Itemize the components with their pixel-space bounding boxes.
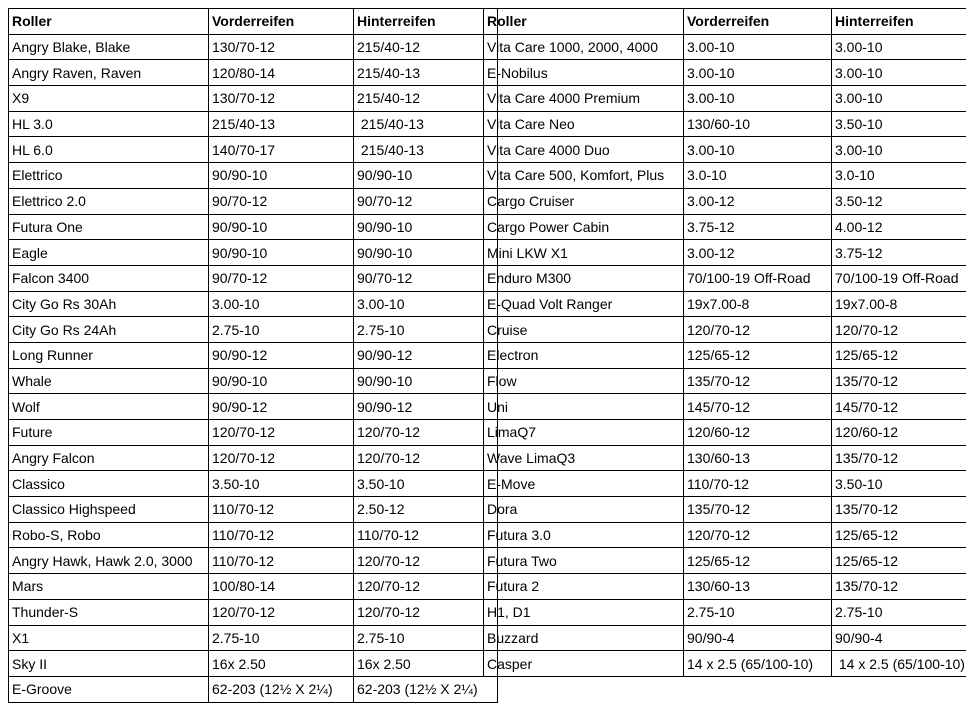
table-row — [9, 188, 498, 214]
vorderreifen-cell: 2.75-10 — [684, 599, 832, 625]
hinterreifen-cell: 145/70-12 — [832, 394, 966, 420]
table-row — [484, 599, 966, 625]
roller-cell: Uni — [484, 394, 684, 420]
hinterreifen-cell: 3.50-12 — [832, 188, 966, 214]
table-row — [484, 420, 966, 446]
column-header-hinterreifen: Hinterreifen — [354, 9, 498, 35]
hinterreifen-cell: 3.00-10 — [832, 34, 966, 60]
roller-cell: Futura Two — [484, 548, 684, 574]
table-row — [484, 548, 966, 574]
hinterreifen-cell: 2.75-10 — [832, 599, 966, 625]
vorderreifen-cell: 90/90-10 — [209, 163, 354, 189]
roller-cell: Eagle — [9, 240, 209, 266]
hinterreifen-cell: 215/40-13 — [354, 60, 498, 86]
vorderreifen-cell: 140/70-17 — [209, 137, 354, 163]
hinterreifen-cell: 215/40-13 — [354, 137, 498, 163]
table-row — [484, 368, 966, 394]
hinterreifen-cell: 70/100-19 Off-Road — [832, 265, 966, 291]
roller-cell: Angry Raven, Raven — [9, 60, 209, 86]
vorderreifen-cell: 110/70-12 — [684, 471, 832, 497]
vorderreifen-cell: 90/90-12 — [209, 342, 354, 368]
table-row — [9, 163, 498, 189]
roller-cell: Angry Falcon — [9, 445, 209, 471]
hinterreifen-cell: 125/65-12 — [832, 342, 966, 368]
header-row — [9, 9, 498, 35]
vorderreifen-cell: 3.00-10 — [684, 86, 832, 112]
table-row — [484, 34, 966, 60]
vorderreifen-cell: 90/90-10 — [209, 368, 354, 394]
vorderreifen-cell: 120/70-12 — [209, 445, 354, 471]
table-row — [484, 163, 966, 189]
roller-cell: City Go Rs 30Ah — [9, 291, 209, 317]
roller-cell: HL 3.0 — [9, 111, 209, 137]
table-row — [9, 522, 498, 548]
hinterreifen-cell: 215/40-13 — [354, 111, 498, 137]
roller-cell: Futura 3.0 — [484, 522, 684, 548]
vorderreifen-cell: 120/60-12 — [684, 420, 832, 446]
roller-cell: Angry Hawk, Hawk 2.0, 3000 — [9, 548, 209, 574]
table-row — [484, 445, 966, 471]
vorderreifen-cell: 19x7.00-8 — [684, 291, 832, 317]
table-row — [484, 625, 966, 651]
hinterreifen-cell: 3.0-10 — [832, 163, 966, 189]
vorderreifen-cell: 70/100-19 Off-Road — [684, 265, 832, 291]
column-header-roller: Roller — [484, 9, 684, 35]
hinterreifen-cell: 3.75-12 — [832, 240, 966, 266]
vorderreifen-cell: 125/65-12 — [684, 342, 832, 368]
table-row — [484, 317, 966, 343]
vorderreifen-cell: 120/70-12 — [209, 420, 354, 446]
hinterreifen-cell: 90/90-10 — [354, 214, 498, 240]
column-header-roller: Roller — [9, 9, 209, 35]
roller-cell: HL 6.0 — [9, 137, 209, 163]
vorderreifen-cell: 3.75-12 — [684, 214, 832, 240]
hinterreifen-cell: 90/70-12 — [354, 265, 498, 291]
roller-cell: Cruise — [484, 317, 684, 343]
table-row — [484, 188, 966, 214]
hinterreifen-cell: 125/65-12 — [832, 522, 966, 548]
roller-cell: Vita Care 4000 Premium — [484, 86, 684, 112]
vorderreifen-cell: 3.00-12 — [684, 240, 832, 266]
table-row — [9, 60, 498, 86]
table-row — [9, 214, 498, 240]
table-row — [9, 548, 498, 574]
vorderreifen-cell: 100/80-14 — [209, 574, 354, 600]
roller-cell: Thunder-S — [9, 599, 209, 625]
hinterreifen-cell: 90/90-12 — [354, 394, 498, 420]
vorderreifen-cell: 130/70-12 — [209, 86, 354, 112]
roller-cell: Long Runner — [9, 342, 209, 368]
table-row — [9, 471, 498, 497]
hinterreifen-cell: 3.50-10 — [832, 111, 966, 137]
vorderreifen-cell: 145/70-12 — [684, 394, 832, 420]
roller-cell: Wave LimaQ3 — [484, 445, 684, 471]
hinterreifen-cell: 14 x 2.5 (65/100-10) — [832, 651, 966, 677]
roller-cell: E-Groove — [9, 676, 209, 702]
vorderreifen-cell: 110/70-12 — [209, 548, 354, 574]
roller-cell: Robo-S, Robo — [9, 522, 209, 548]
vorderreifen-cell: 130/60-13 — [684, 445, 832, 471]
table-row — [9, 445, 498, 471]
hinterreifen-cell: 90/90-10 — [354, 368, 498, 394]
roller-cell: Elettrico — [9, 163, 209, 189]
column-header-hinterreifen: Hinterreifen — [832, 9, 966, 35]
table-row — [9, 368, 498, 394]
table-row — [484, 471, 966, 497]
vorderreifen-cell: 3.0-10 — [684, 163, 832, 189]
hinterreifen-cell: 125/65-12 — [832, 548, 966, 574]
roller-cell: Vita Care 4000 Duo — [484, 137, 684, 163]
table-row — [9, 625, 498, 651]
vorderreifen-cell: 215/40-13 — [209, 111, 354, 137]
vorderreifen-cell: 120/70-12 — [684, 317, 832, 343]
roller-cell: Sky II — [9, 651, 209, 677]
roller-cell: Vita Care 500, Komfort, Plus — [484, 163, 684, 189]
hinterreifen-cell: 120/70-12 — [354, 548, 498, 574]
vorderreifen-cell: 3.00-10 — [684, 137, 832, 163]
vorderreifen-cell: 16x 2.50 — [209, 651, 354, 677]
hinterreifen-cell: 2.75-10 — [354, 625, 498, 651]
table-row — [9, 574, 498, 600]
table-row — [484, 111, 966, 137]
table-row — [9, 420, 498, 446]
vorderreifen-cell: 90/70-12 — [209, 188, 354, 214]
hinterreifen-cell: 90/70-12 — [354, 188, 498, 214]
vorderreifen-cell: 2.75-10 — [209, 317, 354, 343]
roller-cell: Cargo Cruiser — [484, 188, 684, 214]
vorderreifen-cell: 130/60-10 — [684, 111, 832, 137]
roller-cell: Mini LKW X1 — [484, 240, 684, 266]
hinterreifen-cell: 90/90-4 — [832, 625, 966, 651]
roller-cell: Electron — [484, 342, 684, 368]
hinterreifen-cell: 4.00-12 — [832, 214, 966, 240]
roller-cell: Mars — [9, 574, 209, 600]
hinterreifen-cell: 120/70-12 — [354, 574, 498, 600]
roller-cell: Future — [9, 420, 209, 446]
column-header-vorderreifen: Vorderreifen — [209, 9, 354, 35]
hinterreifen-cell: 120/70-12 — [354, 445, 498, 471]
header-row — [484, 9, 966, 35]
vorderreifen-cell: 130/60-13 — [684, 574, 832, 600]
hinterreifen-cell: 135/70-12 — [832, 368, 966, 394]
table-row — [9, 342, 498, 368]
roller-cell: E-Move — [484, 471, 684, 497]
vorderreifen-cell: 3.00-10 — [684, 60, 832, 86]
vorderreifen-cell: 130/70-12 — [209, 34, 354, 60]
table-row — [484, 342, 966, 368]
hinterreifen-cell: 2.75-10 — [354, 317, 498, 343]
hinterreifen-cell: 90/90-10 — [354, 163, 498, 189]
hinterreifen-cell: 3.00-10 — [832, 60, 966, 86]
hinterreifen-cell: 215/40-12 — [354, 86, 498, 112]
table-row — [9, 291, 498, 317]
roller-cell: LimaQ7 — [484, 420, 684, 446]
vorderreifen-cell: 3.00-12 — [684, 188, 832, 214]
table-row — [484, 240, 966, 266]
hinterreifen-cell: 135/70-12 — [832, 497, 966, 523]
hinterreifen-cell: 120/70-12 — [832, 317, 966, 343]
hinterreifen-cell: 3.50-10 — [832, 471, 966, 497]
roller-cell: E-Quad Volt Ranger — [484, 291, 684, 317]
table-row — [484, 60, 966, 86]
hinterreifen-cell: 215/40-12 — [354, 34, 498, 60]
table-row — [9, 651, 498, 677]
roller-cell: Cargo Power Cabin — [484, 214, 684, 240]
roller-cell: Futura 2 — [484, 574, 684, 600]
vorderreifen-cell: 14 x 2.5 (65/100-10) — [684, 651, 832, 677]
vorderreifen-cell: 135/70-12 — [684, 368, 832, 394]
roller-cell: Futura One — [9, 214, 209, 240]
hinterreifen-cell: 120/60-12 — [832, 420, 966, 446]
roller-cell: Dora — [484, 497, 684, 523]
hinterreifen-cell: 120/70-12 — [354, 599, 498, 625]
table-row — [9, 111, 498, 137]
table-row — [484, 522, 966, 548]
hinterreifen-cell: 135/70-12 — [832, 574, 966, 600]
vorderreifen-cell: 3.00-10 — [684, 34, 832, 60]
roller-cell: Whale — [9, 368, 209, 394]
hinterreifen-cell: 3.00-10 — [354, 291, 498, 317]
hinterreifen-cell: 19x7.00-8 — [832, 291, 966, 317]
table-row — [9, 137, 498, 163]
vorderreifen-cell: 90/90-12 — [209, 394, 354, 420]
roller-cell: Enduro M300 — [484, 265, 684, 291]
roller-cell: Wolf — [9, 394, 209, 420]
table-row — [9, 86, 498, 112]
hinterreifen-cell: 3.50-10 — [354, 471, 498, 497]
roller-cell: Falcon 3400 — [9, 265, 209, 291]
roller-cell: Flow — [484, 368, 684, 394]
vorderreifen-cell: 90/90-4 — [684, 625, 832, 651]
vorderreifen-cell: 2.75-10 — [209, 625, 354, 651]
vorderreifen-cell: 125/65-12 — [684, 548, 832, 574]
table-row — [9, 317, 498, 343]
vorderreifen-cell: 120/70-12 — [209, 599, 354, 625]
table-row — [484, 86, 966, 112]
roller-cell: Vita Care Neo — [484, 111, 684, 137]
table-row — [484, 394, 966, 420]
tire-size-table-right — [483, 8, 966, 677]
table-row — [484, 214, 966, 240]
vorderreifen-cell: 135/70-12 — [684, 497, 832, 523]
hinterreifen-cell: 90/90-12 — [354, 342, 498, 368]
table-row — [9, 34, 498, 60]
column-header-vorderreifen: Vorderreifen — [684, 9, 832, 35]
vorderreifen-cell: 3.50-10 — [209, 471, 354, 497]
hinterreifen-cell: 16x 2.50 — [354, 651, 498, 677]
vorderreifen-cell: 90/90-10 — [209, 240, 354, 266]
vorderreifen-cell: 90/70-12 — [209, 265, 354, 291]
table-row — [9, 676, 498, 702]
roller-cell: H1, D1 — [484, 599, 684, 625]
roller-cell: Casper — [484, 651, 684, 677]
vorderreifen-cell: 110/70-12 — [209, 522, 354, 548]
table-row — [9, 240, 498, 266]
roller-cell: X9 — [9, 86, 209, 112]
vorderreifen-cell: 110/70-12 — [209, 497, 354, 523]
vorderreifen-cell: 120/80-14 — [209, 60, 354, 86]
hinterreifen-cell: 110/70-12 — [354, 522, 498, 548]
hinterreifen-cell: 62-203 (12½ X 2¼) — [354, 676, 498, 702]
hinterreifen-cell: 3.00-10 — [832, 137, 966, 163]
table-row — [484, 574, 966, 600]
vorderreifen-cell: 3.00-10 — [209, 291, 354, 317]
table-row — [9, 265, 498, 291]
vorderreifen-cell: 62-203 (12½ X 2¼) — [209, 676, 354, 702]
table-row — [484, 651, 966, 677]
vorderreifen-cell: 90/90-10 — [209, 214, 354, 240]
hinterreifen-cell: 120/70-12 — [354, 420, 498, 446]
roller-cell: Angry Blake, Blake — [9, 34, 209, 60]
tire-size-table-left — [8, 8, 498, 703]
hinterreifen-cell: 135/70-12 — [832, 445, 966, 471]
hinterreifen-cell: 90/90-10 — [354, 240, 498, 266]
roller-cell: Classico Highspeed — [9, 497, 209, 523]
table-row — [9, 599, 498, 625]
roller-cell: Elettrico 2.0 — [9, 188, 209, 214]
table-row — [484, 291, 966, 317]
table-row — [484, 497, 966, 523]
roller-cell: X1 — [9, 625, 209, 651]
roller-cell: E-Nobilus — [484, 60, 684, 86]
table-row — [484, 137, 966, 163]
roller-cell: City Go Rs 24Ah — [9, 317, 209, 343]
roller-cell: Classico — [9, 471, 209, 497]
hinterreifen-cell: 2.50-12 — [354, 497, 498, 523]
roller-cell: Vita Care 1000, 2000, 4000 — [484, 34, 684, 60]
table-row — [484, 265, 966, 291]
roller-cell: Buzzard — [484, 625, 684, 651]
table-row — [9, 394, 498, 420]
vorderreifen-cell: 120/70-12 — [684, 522, 832, 548]
table-row — [9, 497, 498, 523]
hinterreifen-cell: 3.00-10 — [832, 86, 966, 112]
